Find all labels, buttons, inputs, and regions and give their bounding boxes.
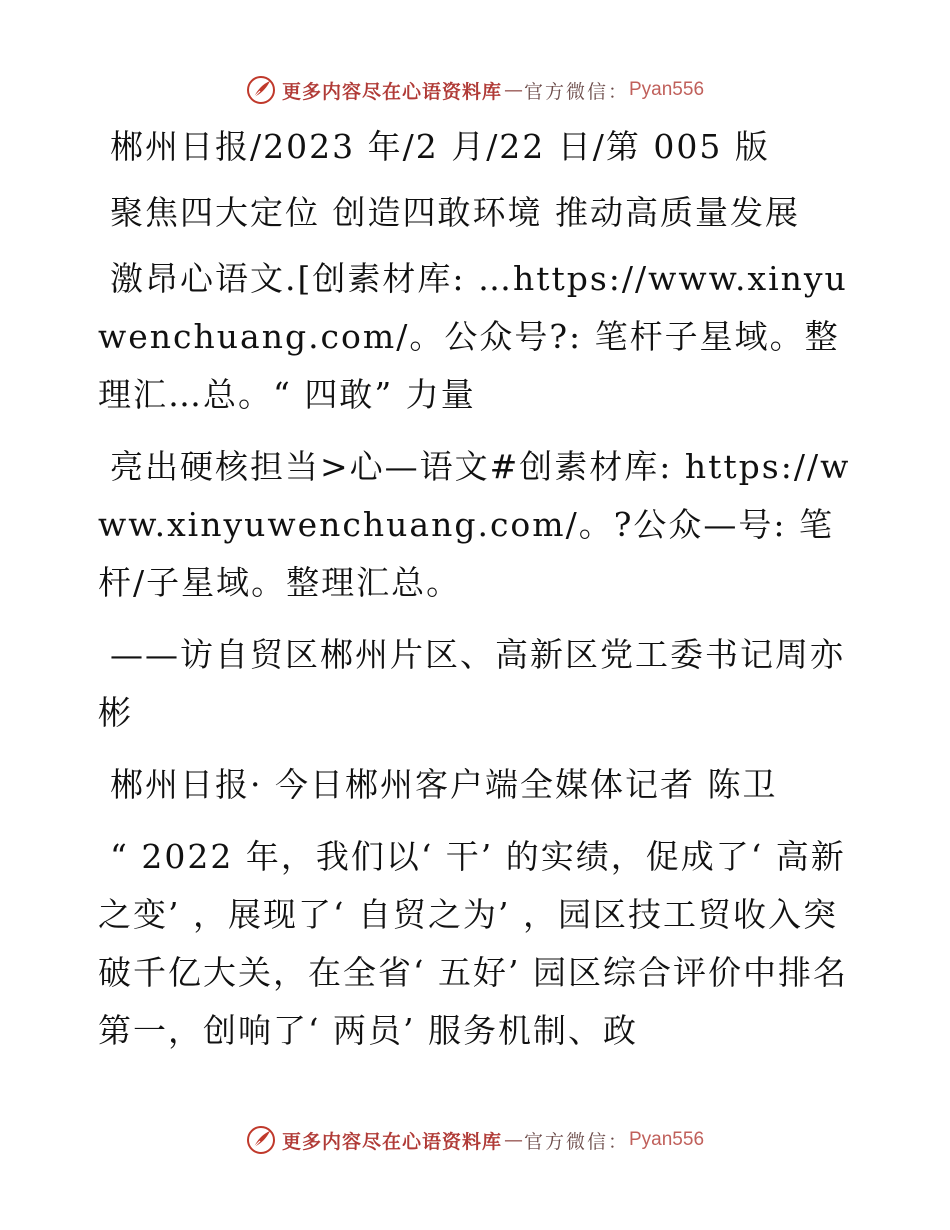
footer-watermark [0, 1120, 950, 1160]
watermark-separator: — [503, 1129, 522, 1151]
headline: 聚焦四大定位 创造四敢环境 推动高质量发展 [110, 193, 800, 232]
watermark-separator: — [503, 79, 522, 101]
quill-logo-icon [246, 75, 276, 105]
watermark-brand: 更多内容尽在心语资料库 [281, 80, 502, 103]
paragraph: 激昂心语文.[创素材库: …https://www.xinyuwenchuang.com/。公众号?: 笔杆子星域。整理汇…总。“ 四敢” 力量 [98, 259, 848, 414]
watermark-handle: Pyan556 [629, 79, 705, 100]
byline: 郴州日报· 今日郴州客户端全媒体记者 陈卫 [110, 765, 778, 804]
paragraph: 亮出硬核担当>心—语文#创素材库: https://www.xinyuwenchuang.com/。?公众—号: 笔杆/子星域。整理汇总。 [98, 447, 851, 602]
watermark-label: 官方微信： [523, 1130, 629, 1153]
header-watermark [0, 70, 950, 110]
paragraph: “ 2022 年，我们以‘ 干’ 的实绩，促成了‘ 高新之变’ ，展现了‘ 自贸之为’ ，园区技工贸收入突破千亿大关，在全省‘ 五好’ 园区综合评价中排名第一，创响了‘ 两员’ 服务机制、政 [98, 837, 848, 1050]
watermark-label: 官方微信： [523, 80, 629, 103]
publication-line: 郴州日报/2023 年/2 月/22 日/第 005 版 [110, 127, 770, 166]
document-body [98, 118, 868, 1074]
watermark-brand: 更多内容尽在心语资料库 [281, 1130, 502, 1153]
watermark-handle: Pyan556 [629, 1129, 705, 1150]
subtitle: ——访自贸区郴州片区、高新区党工委书记周亦彬 [98, 635, 845, 732]
quill-logo-icon [246, 1125, 276, 1155]
